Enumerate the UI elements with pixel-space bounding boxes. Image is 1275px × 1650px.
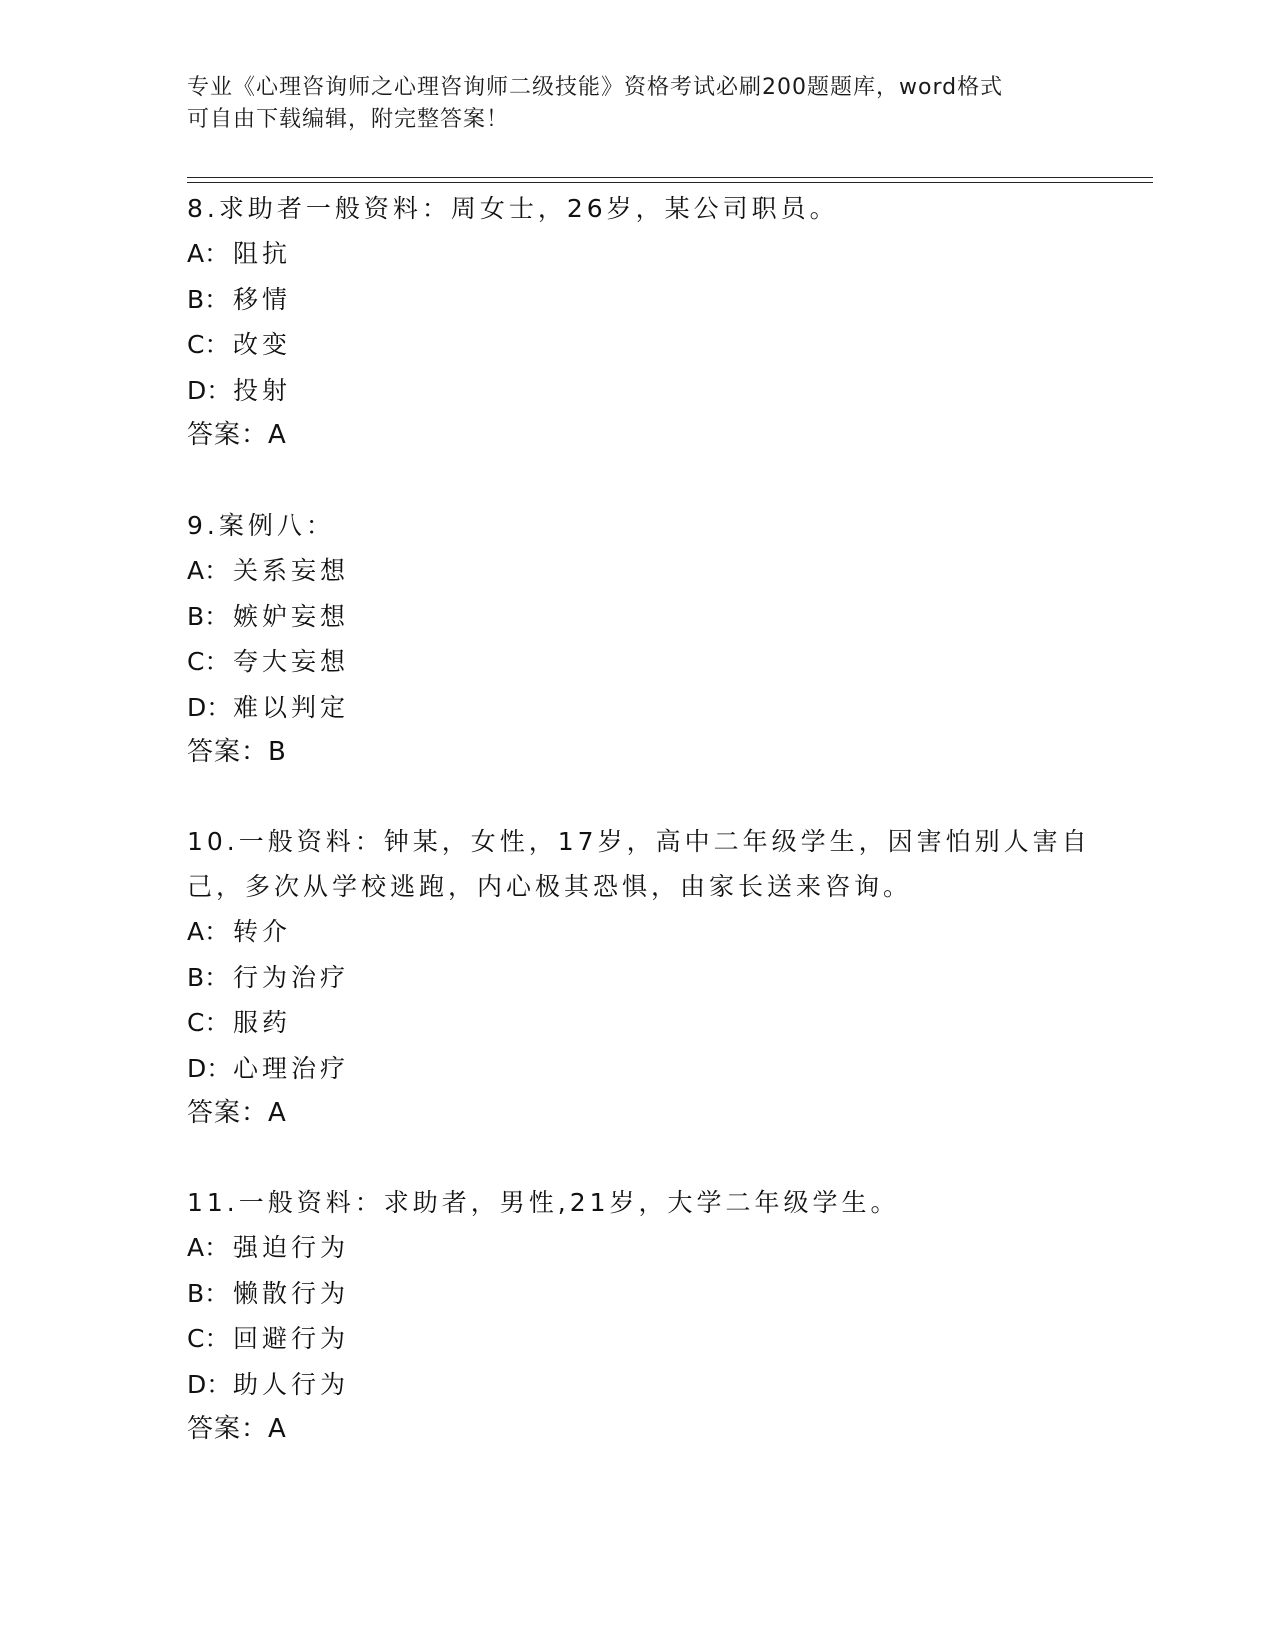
option-a: [187, 909, 1087, 955]
option-text: 心理治疗: [233, 1053, 350, 1083]
option-d: [187, 685, 1087, 731]
question-stem: [187, 503, 1087, 548]
option-text: 改变: [233, 330, 292, 359]
question-stem: [187, 186, 1087, 231]
option-label: C：: [187, 330, 230, 359]
option-text: 转介: [233, 917, 292, 946]
option-label: B：: [187, 962, 230, 992]
question-8: [187, 186, 1087, 459]
option-c: [187, 639, 1087, 685]
option-text: 嫉妒妄想: [233, 601, 350, 631]
header-divider-top: [187, 177, 1153, 178]
option-c: [187, 322, 1087, 368]
option-text: 强迫行为: [233, 1233, 350, 1262]
option-text: 懒散行为: [233, 1278, 350, 1308]
option-b: [187, 277, 1087, 323]
option-text: 难以判定: [233, 692, 350, 722]
option-a: [187, 548, 1087, 594]
option-a: [187, 231, 1087, 277]
option-label: C：: [187, 1324, 230, 1353]
option-text: 服药: [233, 1008, 292, 1037]
option-label: C：: [187, 647, 230, 676]
question-10: [187, 819, 1091, 1137]
option-text: 关系妄想: [233, 556, 350, 585]
stem-line: 11.一般资料：求助者，男性,21岁，大学二年级学生。: [187, 1188, 900, 1217]
option-label: A：: [187, 1233, 230, 1262]
option-d: [187, 1046, 1087, 1092]
option-label: A：: [187, 917, 230, 946]
option-label: A：: [187, 239, 230, 268]
answer-line: 答案：A: [187, 1414, 287, 1444]
option-label: A：: [187, 556, 230, 585]
option-label: D：: [187, 1053, 232, 1083]
option-text: 阻抗: [233, 239, 292, 268]
option-label: C：: [187, 1008, 230, 1037]
stem-line: 8.求助者一般资料：周女士，26岁，某公司职员。: [187, 194, 839, 223]
option-b: [187, 594, 1087, 640]
option-text: 助人行为: [233, 1369, 350, 1399]
option-label: B：: [187, 1278, 230, 1308]
option-text: 回避行为: [233, 1324, 350, 1353]
header-line-2: 可自由下载编辑，附完整答案！: [187, 107, 510, 132]
answer-line: 答案：A: [187, 420, 287, 450]
option-c: [187, 1316, 1087, 1362]
answer-line: 答案：A: [187, 1098, 287, 1128]
option-label: D：: [187, 692, 232, 722]
document-header: [187, 72, 1087, 136]
option-b: [187, 1271, 1087, 1317]
option-d: [187, 1362, 1087, 1408]
header-divider-bottom: [187, 182, 1153, 183]
stem-line: 9.案例八：: [187, 511, 335, 540]
question-9: [187, 503, 1087, 776]
option-label: D：: [187, 1369, 232, 1399]
question-stem: [187, 819, 1091, 909]
option-label: D：: [187, 375, 232, 405]
header-line-1: 专业《心理咨询师之心理咨询师二级技能》资格考试必刷200题题库，word格式: [187, 75, 1004, 100]
stem-line: 己，多次从学校逃跑，内心极其恐惧，由家长送来咨询。: [187, 872, 913, 901]
option-text: 夸大妄想: [233, 647, 350, 676]
option-d: [187, 368, 1087, 414]
option-text: 移情: [233, 284, 292, 314]
option-label: B：: [187, 284, 230, 314]
question-11: [187, 1180, 1087, 1453]
stem-line: 10.一般资料：钟某，女性，17岁，高中二年级学生，因害怕别人害自: [187, 827, 1091, 856]
option-text: 投射: [233, 375, 292, 405]
option-b: [187, 955, 1087, 1001]
option-text: 行为治疗: [233, 962, 350, 992]
option-label: B：: [187, 601, 230, 631]
answer-line: 答案：B: [187, 737, 287, 767]
option-a: [187, 1225, 1087, 1271]
question-stem: [187, 1180, 1087, 1225]
option-c: [187, 1000, 1087, 1046]
